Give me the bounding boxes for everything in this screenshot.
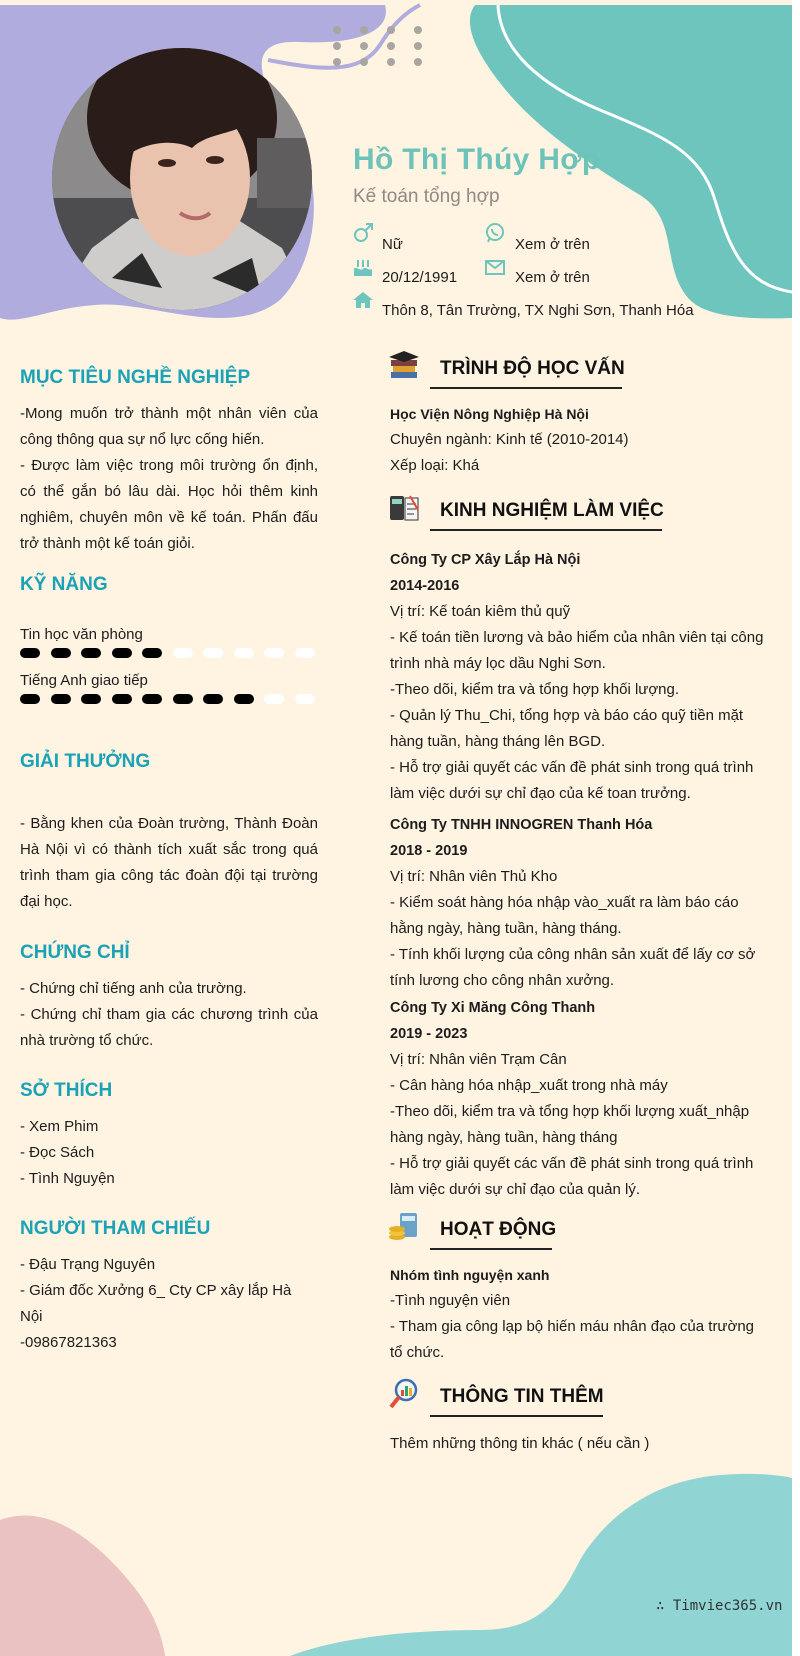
experience-heading: KINH NGHIỆM LÀM VIỆC [440,500,664,521]
gender-icon [352,222,374,244]
job-detail: - Quản lý Thu_Chi, tổng hợp và báo cáo quỹ tiền mặt hàng tuần, hàng tháng lên BGD. [390,707,744,750]
experience-entry [390,812,770,994]
company-name: Công Ty CP Xây Lắp Hà Nội [390,552,581,568]
hobby-item: - Đọc Sách [20,1144,95,1161]
calculator-notebook-icon [388,492,420,524]
job-period: 2019 - 2023 [390,1026,468,1042]
skill-dash-filled [81,694,101,704]
profile-photo [52,48,312,310]
certificate-item: - Chứng chỉ tiếng anh của trường. [20,980,247,997]
hobbies-heading: SỞ THÍCH [20,1080,113,1101]
education-grade: Xếp loại: Khá [390,457,480,474]
heading-underline [430,529,662,531]
skill-dash-filled [81,648,101,658]
email-value: Xem ở trên [515,269,590,286]
experience-entry [390,547,770,807]
skill-dash-filled [234,694,254,704]
job-period: 2018 - 2019 [390,843,468,859]
education-heading: TRÌNH ĐỘ HỌC VẤN [440,358,625,379]
reference-item: -09867821363 [20,1334,117,1351]
certificates-list [20,976,318,1054]
skill-dash-empty [264,694,284,704]
references-heading: NGƯỜI THAM CHIẾU [20,1218,211,1239]
job-detail: - Cân hàng hóa nhập_xuất trong nhà máy [390,1077,668,1094]
skill-dash-filled [112,694,132,704]
skill-dash-filled [142,648,162,658]
activities-heading: HOẠT ĐỘNG [440,1219,557,1240]
heading-underline [430,1248,552,1250]
job-period: 2014-2016 [390,578,460,594]
heading-underline [430,387,622,389]
job-detail: - Tính khối lượng của công nhân sản xuất để lấy cơ sở tính lương cho công nhân xưởng. [390,946,756,989]
job-detail: - Hỗ trợ giải quyết các vấn đề phát sinh trong quá trình làm việc dưới sự chỉ đạo của kế toan trưởng. [390,759,754,802]
skill-dash-filled [112,648,132,658]
skill-dash-filled [173,694,193,704]
job-detail: -Theo dõi, kiểm tra và tổng hợp khối lượng. [390,681,680,698]
objective-text [20,401,318,557]
job-detail: - Hỗ trợ giải quyết các vấn đề phát sinh trong quá trình làm việc dưới sự chỉ đạo của quản lý. [390,1155,754,1198]
activity-line: -Tình nguyện viên [390,1292,511,1309]
job-detail: -Theo dõi, kiểm tra và tổng hợp khối lượng xuất_nhập hàng ngày, hàng tuần, hàng tháng [390,1103,750,1146]
skill-level-bar [20,694,320,704]
skill-name: Tiếng Anh giao tiếp [20,672,148,689]
skill-dash-filled [51,694,71,704]
skill-name: Tin học văn phòng [20,626,143,643]
teal-bottom-blob [290,1474,792,1656]
hobby-item: - Xem Phim [20,1118,99,1135]
activity-org: Nhóm tình nguyện xanh [390,1267,550,1283]
awards-text: - Bằng khen của Đoàn trường, Thành Đoàn Hà Nội vì có thành tích xuất sắc trong quá trình tham gia công tác đoàn đội tại trường đại học. [20,815,318,910]
skills-heading: KỸ NĂNG [20,574,108,595]
watermark: ∴ Timviec365.vn [656,1598,783,1614]
activities-details [390,1262,770,1366]
magnifier-chart-icon [388,1378,420,1410]
awards-heading: GIẢI THƯỞNG [20,751,151,772]
activity-line: - Tham gia công lạp bộ hiến máu nhân đạo của trường tổ chức. [390,1318,754,1361]
objective-line: - Được làm việc trong môi trường ổn định, có thể gắn bó lâu dài. Học hỏi thêm kinh nghiêm, chuyên môn về kế toán. Phấn đấu trở thành một kế toán giỏi. [20,457,318,552]
education-details [390,401,770,479]
job-detail: - Kiểm soát hàng hóa nhập vào_xuất ra làm báo cáo hằng ngày, hàng tuần, hàng tháng. [390,894,739,937]
skill-dash-empty [234,648,254,658]
skill-dash-empty [295,694,315,704]
company-name: Công Ty Xi Măng Công Thanh [390,1000,596,1016]
heading-underline [430,1415,603,1417]
job-detail: Vị trí: Nhân viên Trạm Cân [390,1051,567,1068]
candidate-name: Hồ Thị Thúy Hợp [353,143,601,176]
reference-item: - Đậu Trạng Nguyên [20,1256,156,1273]
certificate-item: - Chứng chỉ tham gia các chương trình của nhà trường tổ chức. [20,1006,318,1049]
experience-entry [390,995,770,1203]
skill-dash-filled [20,694,40,704]
skill-dash-filled [203,694,223,704]
hobbies-list [20,1114,318,1192]
objective-line: -Mong muốn trở thành một nhân viên của công thông qua sự nổ lực cống hiến. [20,405,318,448]
pink-blob [0,1516,165,1656]
hobby-item: - Tình Nguyện [20,1170,115,1187]
email-icon [484,256,506,278]
skill-dash-empty [203,648,223,658]
objective-heading: MỤC TIÊU NGHỀ NGHIỆP [20,367,251,388]
skill-dash-empty [264,648,284,658]
graduation-books-icon [388,350,420,382]
skill-dash-filled [142,694,162,704]
coins-calculator-icon [388,1211,420,1243]
address-value: Thôn 8, Tân Trường, TX Nghi Sơn, Thanh Hóa [382,302,694,319]
job-detail: - Kế toán tiền lương và bảo hiểm của nhân viên tại công trình nhà máy lọc dầu Nghi Sơn. [390,629,764,672]
education-major: Chuyên ngành: Kinh tế (2010-2014) [390,431,629,448]
birthday-value: 20/12/1991 [382,269,458,286]
job-detail: Vị trí: Nhân viên Thủ Kho [390,868,558,885]
whatsapp-phone-icon [484,222,506,244]
company-name: Công Ty TNHH INNOGREN Thanh Hóa [390,817,653,833]
references-list [20,1252,318,1356]
skill-level-bar [20,648,320,658]
skill-dash-empty [173,648,193,658]
gender-value: Nữ [382,236,403,253]
certificates-heading: CHỨNG CHỈ [20,942,130,963]
reference-item: - Giám đốc Xưởng 6_ Cty CP xây lắp Hà Nội [20,1282,292,1325]
job-detail: Vị trí: Kế toán kiêm thủ quỹ [390,603,571,620]
home-icon [352,289,374,311]
birthday-cake-icon [352,256,374,278]
skill-dash-filled [20,648,40,658]
school-name: Học Viện Nông Nghiệp Hà Nội [390,406,589,422]
job-title: Kế toán tổng hợp [353,186,500,207]
more-info-text: Thêm những thông tin khác ( nếu cần ) [390,1435,650,1452]
skill-dash-empty [295,648,315,658]
skill-dash-filled [51,648,71,658]
phone-value: Xem ở trên [515,236,590,253]
more-info-heading: THÔNG TIN THÊM [440,1386,604,1407]
